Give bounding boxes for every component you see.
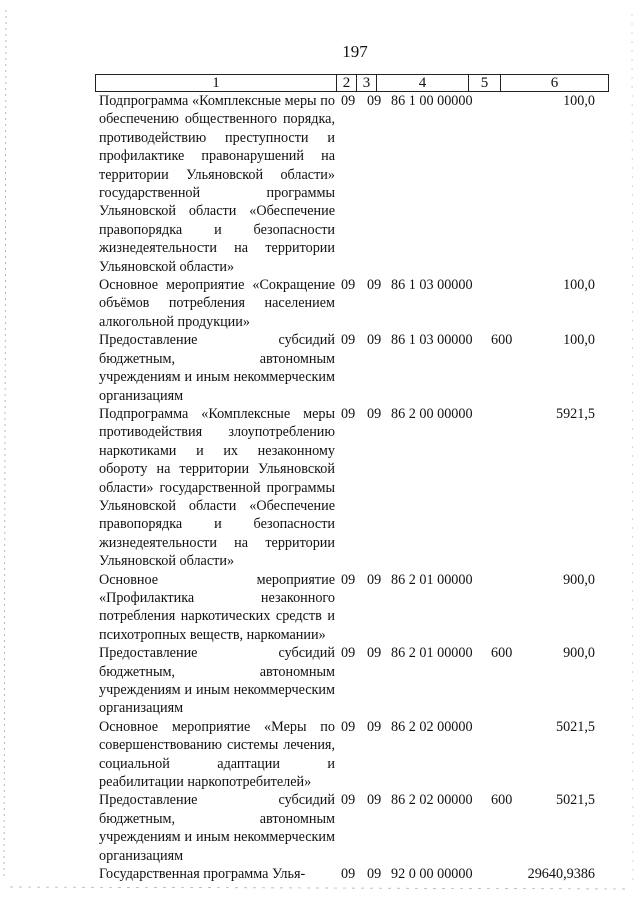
header-col-4: 4 <box>377 75 469 92</box>
row-expense-type <box>491 405 521 571</box>
row-description: Подпрограмма «Комплексные меры по обеспечению общественного порядка, противодействию преступности и профилактике правонарушений на территории Ульяновской области» государственной программы Ульяновской области «Обеспечение правопорядка и безопасности жизнедеятельности на территории Ульяновской области» <box>99 93 335 275</box>
row-target-code: 92 0 00 00000 <box>391 866 473 883</box>
row-amount: 100,0 <box>563 277 595 294</box>
row-target-code: 86 2 02 00000 <box>391 718 473 735</box>
row-subsection: 09 <box>367 792 382 809</box>
row-subsection: 09 <box>367 332 382 349</box>
row-subsection: 09 <box>367 718 382 735</box>
row-amount: 100,0 <box>563 332 595 349</box>
table-row <box>99 791 609 865</box>
table-body <box>99 92 609 883</box>
row-description: Предоставление субсидий бюджетным, автономным учреждениям и иным некоммерческим организациям <box>99 792 335 864</box>
header-col-5: 5 <box>469 75 501 92</box>
row-amount: 29640,9386 <box>527 866 595 883</box>
row-amount: 100,0 <box>563 93 595 109</box>
table-row <box>99 718 609 792</box>
page-number: 197 <box>342 42 368 61</box>
row-target-code: 86 1 03 00000 <box>391 277 473 294</box>
row-section: 09 <box>341 93 356 109</box>
row-section: 09 <box>341 792 356 809</box>
header-col-3: 3 <box>357 75 377 92</box>
row-amount: 5021,5 <box>555 718 595 735</box>
row-subsection: 09 <box>367 571 382 588</box>
row-description: Подпрограмма «Комплексные меры противодействия злоупотреблению наркотиками и их незаконному обороту на территории Ульяновской области» государственной программы Ульяновской области «Обеспечение правопорядка и безопасности жизнедеятельности на территории Ульяновской области» <box>99 405 335 570</box>
row-section: 09 <box>341 718 356 735</box>
row-target-code: 86 2 00 00000 <box>391 405 473 422</box>
row-section: 09 <box>341 866 356 883</box>
row-description: Основное мероприятие «Сокращение объёмов потребления населением алкогольной продукции» <box>99 277 335 330</box>
table-row <box>99 331 609 405</box>
row-expense-type: 600 <box>491 645 513 662</box>
row-expense-type: 600 <box>491 332 513 349</box>
row-section: 09 <box>341 571 356 588</box>
row-expense-type: 600 <box>491 792 513 809</box>
header-col-2: 2 <box>337 75 357 92</box>
header-col-6: 6 <box>501 75 609 92</box>
row-section: 09 <box>341 277 356 294</box>
table-row <box>99 644 609 718</box>
row-expense-type <box>491 718 521 792</box>
table-header <box>95 74 609 92</box>
row-expense-type <box>491 571 521 645</box>
table-row <box>99 571 609 645</box>
row-amount: 900,0 <box>563 645 595 662</box>
row-target-code: 86 1 03 00000 <box>391 332 473 349</box>
row-description: Основное мероприятие «Профилактика незаконного потребления наркотических средств и психотропных веществ, наркомании» <box>99 571 335 643</box>
row-expense-type <box>491 276 521 331</box>
row-amount: 900,0 <box>563 571 595 588</box>
row-target-code: 86 2 01 00000 <box>391 645 473 662</box>
row-section: 09 <box>341 332 356 349</box>
row-target-code: 86 2 02 00000 <box>391 792 473 809</box>
row-description: Основное мероприятие «Меры по совершенствованию системы лечения, социальной адаптации и реабилитации наркопотребителей» <box>99 718 335 791</box>
table-row <box>99 405 609 571</box>
table-row <box>99 92 609 276</box>
row-description: Предоставление субсидий бюджетным, автономным учреждениям и иным некоммерческим организациям <box>99 645 335 717</box>
row-section: 09 <box>341 645 356 662</box>
row-subsection: 09 <box>367 405 382 422</box>
row-expense-type <box>491 865 521 883</box>
row-description: Предоставление субсидий бюджетным, автономным учреждениям и иным некоммерческим организациям <box>99 332 335 404</box>
row-expense-type <box>491 92 521 276</box>
row-subsection: 09 <box>367 866 382 883</box>
row-subsection: 09 <box>367 645 382 662</box>
row-subsection: 09 <box>367 277 382 294</box>
row-section: 09 <box>341 405 356 422</box>
header-col-1: 1 <box>96 75 337 92</box>
row-description: Государственная программа Улья- <box>99 866 306 883</box>
row-amount: 5021,5 <box>555 792 595 809</box>
row-target-code: 86 1 00 00000 <box>391 93 473 109</box>
row-target-code: 86 2 01 00000 <box>391 571 473 588</box>
table-row <box>99 276 609 331</box>
row-subsection: 09 <box>367 93 382 109</box>
table-row <box>99 865 609 883</box>
row-amount: 5921,5 <box>555 405 595 422</box>
